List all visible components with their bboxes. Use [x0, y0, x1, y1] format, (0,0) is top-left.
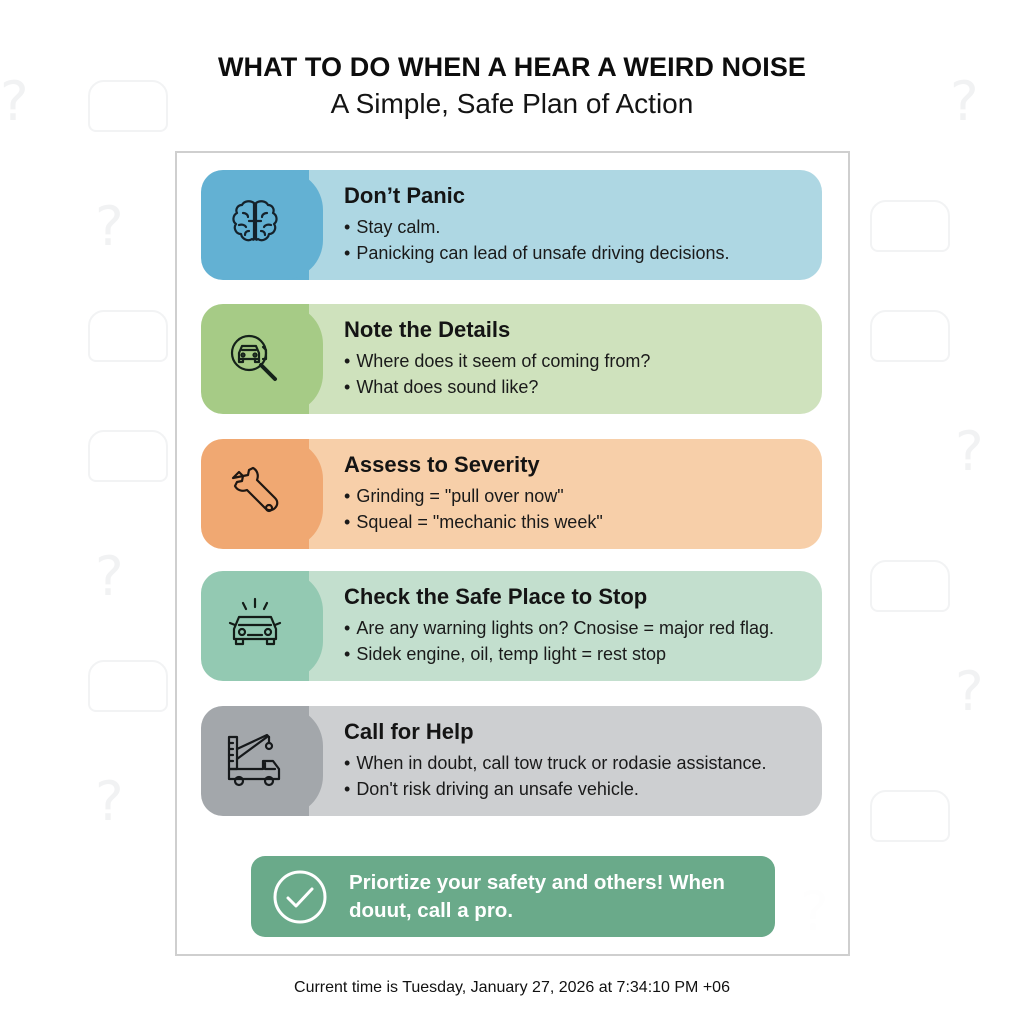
car-icon: [88, 310, 168, 362]
step-icon-tab: [201, 304, 309, 414]
step-card-note-details: [201, 304, 822, 414]
car-icon: [88, 660, 168, 712]
car-icon: [870, 560, 950, 612]
step-text: [344, 583, 812, 667]
step-bullets: [344, 750, 812, 802]
car-icon: [870, 200, 950, 252]
page-subtitle: A Simple, Safe Plan of Action: [330, 88, 694, 119]
car-warning-icon: [224, 595, 286, 657]
step-card-dont-panic: [201, 170, 822, 280]
step-bullet: • What does sound like?: [344, 374, 812, 400]
step-bullets: [344, 615, 812, 667]
tow-truck-icon: [223, 729, 287, 793]
question-mark-icon: ?: [95, 545, 124, 608]
step-bullets: [344, 483, 812, 535]
step-heading: Don’t Panic: [344, 183, 466, 208]
step-bullet: • When in doubt, call tow truck or rodasie assistance.: [344, 750, 812, 776]
step-text: [344, 718, 812, 802]
timestamp-footer: Current time is Tuesday, January 27, 2026 at 7:34:10 PM +06: [294, 979, 730, 996]
question-mark-icon: ?: [955, 660, 984, 723]
check-circle-icon: [272, 869, 328, 925]
brain-icon: [227, 197, 283, 253]
car-icon: [870, 790, 950, 842]
step-bullets: [344, 214, 812, 266]
step-text: [344, 182, 812, 266]
step-bullets: [344, 348, 812, 400]
step-bullet: • Grinding = "pull over now": [344, 483, 812, 509]
question-mark-icon: ?: [0, 70, 29, 133]
page-title: WHAT TO DO WHEN A HEAR A WEIRD NOISE: [217, 52, 807, 82]
safety-callout: [251, 856, 775, 937]
step-bullet: • Don't risk driving an unsafe vehicle.: [344, 776, 812, 802]
callout-text: Priortize your safety and others! When douut, call a pro.: [349, 870, 725, 922]
step-card-assess-severity: [201, 439, 822, 549]
step-bullet: • Panicking can lead of unsafe driving decisions.: [344, 240, 812, 266]
step-bullet: • Squeal = "mechanic this week": [344, 509, 812, 535]
step-bullet: • Stay calm.: [344, 214, 812, 240]
question-mark-icon: ?: [95, 195, 124, 258]
step-icon-tab: [201, 439, 309, 549]
magnifier-car-icon: [225, 329, 285, 389]
callout-icon-wrap: [251, 869, 349, 925]
step-icon-tab: [201, 170, 309, 280]
step-text: [344, 451, 812, 535]
step-icon-tab: [201, 706, 309, 816]
step-heading: Call for Help: [344, 719, 474, 744]
step-card-call-for-help: [201, 706, 822, 816]
step-heading: Note the Details: [344, 317, 511, 342]
step-text: [344, 316, 812, 400]
step-bullet: • Are any warning lights on? Cnosise = major red flag.: [344, 615, 812, 641]
question-mark-icon: ?: [950, 70, 979, 133]
step-bullet: • Sidek engine, oil, temp light = rest stop: [344, 641, 812, 667]
step-icon-tab: [201, 571, 309, 681]
car-icon: [88, 430, 168, 482]
car-icon: [870, 310, 950, 362]
step-card-safe-place: [201, 571, 822, 681]
step-bullet: • Where does it seem of coming from?: [344, 348, 812, 374]
question-mark-icon: ?: [955, 420, 984, 483]
question-mark-icon: ?: [95, 770, 124, 833]
wrench-icon: [225, 464, 285, 524]
step-heading: Assess to Severity: [344, 452, 540, 477]
step-heading: Check the Safe Place to Stop: [344, 584, 648, 609]
